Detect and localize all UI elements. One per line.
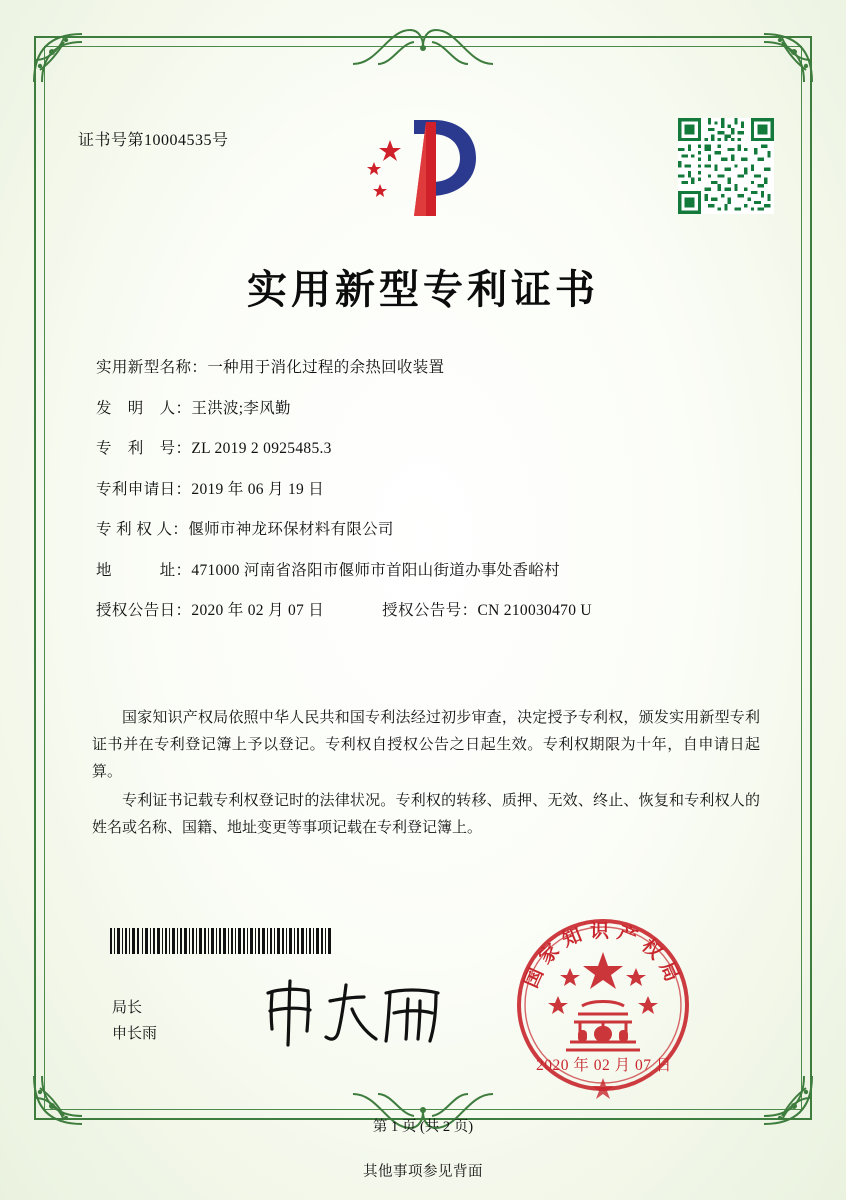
field-row-inventor [96,401,756,417]
field-label: 发 明 人： [96,399,192,417]
field-row-application-date [96,482,756,498]
grant-date-label: 授权公告日： [96,602,192,619]
field-value: 一种用于消化过程的余热回收装置 [207,359,445,376]
signature-block [112,995,157,1047]
field-value: 偃师市神龙环保材料有限公司 [188,521,394,538]
seal-date: 2020 年 02 月 07 日 [536,1057,672,1074]
paragraph-2: 专利证书记载专利权登记时的法律状况。专利权的转移、质押、无效、终止、恢复和专利权人的姓名或名称、国籍、地址变更等事项记载在专利登记簿上。 [92,793,760,836]
back-side-note: 其他事项参见背面 [363,1164,483,1180]
field-row-name [96,360,756,376]
grant-number-value: CN 210030470 U [477,602,592,619]
paragraph-1: 国家知识产权局依照中华人民共和国专利法经过初步审查，决定授予专利权，颁发实用新型专利证书并在专利登记簿上予以登记。专利权自授权公告之日起生效。专利权期限为十年，自申请日起算。 [92,710,760,780]
handwritten-signature-icon [252,975,452,1053]
barcode-icon [110,928,332,954]
field-value: 2019 年 06 月 19 日 [191,480,325,498]
field-value: 王洪波;李风勤 [191,399,291,417]
field-row-patent-number [96,441,756,457]
field-row-address [96,563,756,579]
field-row-patentee [96,522,756,538]
field-label: 专利申请日： [96,480,192,498]
page-number: 第 1 页 (共 2 页) [372,1119,474,1135]
qr-code-icon [678,118,774,214]
top-flourish-icon [348,24,498,68]
cnipa-logo-icon [356,112,486,224]
field-value: 471000 河南省洛阳市偃师市首阳山街道办事处香峪村 [191,561,560,579]
field-row-grant [96,603,756,619]
field-label: 专 利 号： [96,440,192,457]
director-name-label: 申长雨 [112,1026,158,1042]
grant-number-label: 授权公告号： [382,602,478,619]
legal-text [92,705,760,844]
field-value: ZL 2019 2 0925485.3 [191,440,332,457]
svg-text:国家知识产权局: 国家知识产权局 [520,920,686,992]
field-label: 专 利 权 人： [96,521,189,538]
director-title-label: 局长 [112,1000,143,1016]
field-label: 实用新型名称： [96,359,208,376]
grant-date-value: 2020 年 02 月 07 日 [191,602,325,619]
certificate-number: 证书号第10004535号 [78,132,229,149]
field-list [96,360,756,644]
page-title: 实用新型专利证书 [247,266,599,313]
field-label: 地 址： [96,561,192,579]
